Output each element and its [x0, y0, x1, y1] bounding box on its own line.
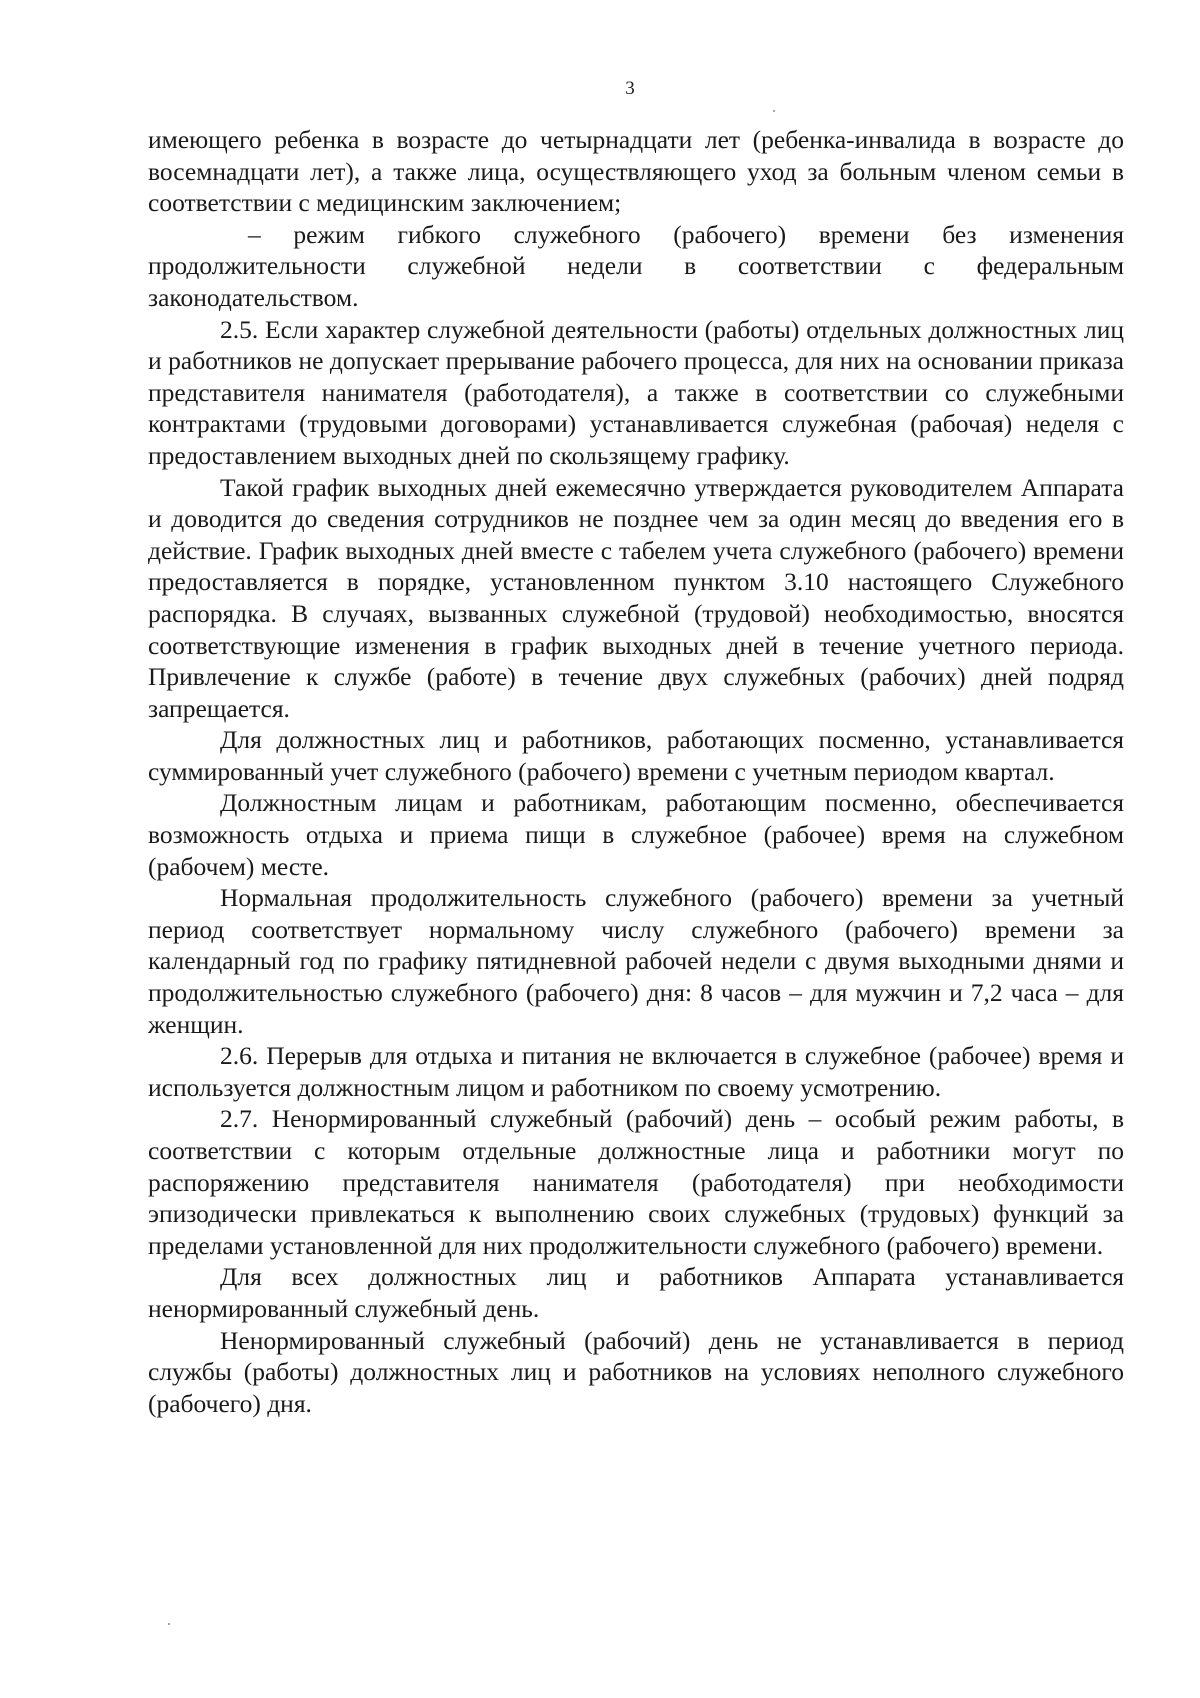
paragraph-flexible-time: – режим гибкого служебного (рабочего) времени без изменения продолжительности служебной недели в соответствии с федеральным законодательством.	[148, 219, 1124, 312]
paragraph-2-6: 2.6. Перерыв для отдыха и питания не включается в служебное (рабочее) время и используется должностным лицом и работником по своему усмотрению.	[148, 1041, 1124, 1102]
document-body	[148, 124, 1124, 1419]
paragraph-2-5: 2.5. Если характер служебной деятельности (работы) отдельных должностных лиц и работников не допускает прерывание рабочего процесса, для них на основании приказа представителя нанимателя (работодателя), а также в соответствии со служебными контрактами (трудовыми договорами) устанавливается служебная (рабочая) неделя с предоставлением выходных дней по скользящему графику.	[148, 314, 1124, 470]
paragraph-shift-rest: Должностным лицам и работникам, работающим посменно, обеспечивается возможность отдыха и приема пищи в служебное (рабочее) время на служебном (рабочем) месте.	[148, 788, 1124, 881]
paragraph-schedule: Такой график выходных дней ежемесячно утверждается руководителем Аппарата и доводится до сведения сотрудников не позднее чем за один месяц до введения его в действие. График выходных дней вместе с табелем учета служебного (рабочего) времени предоставляется в порядке, установленном пунктом 3.10 настоящего Служебного распорядка. В случаях, вызванных служебной (трудовой) необходимостью, вносятся соответствующие изменения в график выходных дней в течение учетного периода. Привлечение к службе (работе) в течение двух служебных (рабочих) дней подряд запрещается.	[148, 472, 1124, 723]
page-number: 3	[625, 78, 635, 99]
paragraph-2-7: 2.7. Ненормированный служебный (рабочий) день – особый режим работы, в соответствии с которым отдельные должностные лица и работники могут по распоряжению представителя нанимателя (работодателя) при необходимости эпизодически привлекаться к выполнению своих служебных (трудовых) функций за пределами установленной для них продолжительности служебного (рабочего) времени.	[148, 1104, 1124, 1260]
scan-speck	[168, 1623, 170, 1625]
paragraph-irregular-exception: Ненормированный служебный (рабочий) день не устанавливается в период службы (работы) должностных лиц и работников на условиях неполного служебного (рабочего) дня.	[148, 1325, 1124, 1418]
paragraph-shift-accounting: Для должностных лиц и работников, работающих посменно, устанавливается суммированный учет служебного (рабочего) времени с учетным периодом квартал.	[148, 725, 1124, 786]
scan-speck	[773, 110, 775, 112]
paragraph-irregular-all: Для всех должностных лиц и работников Аппарата устанавливается ненормированный служебный день.	[148, 1262, 1124, 1323]
paragraph-continuation: имеющего ребенка в возрасте до четырнадцати лет (ребенка-инвалида в возрасте до восемнадцати лет), а также лица, осуществляющего уход за больным членом семьи в соответствии с медицинским заключением;	[148, 125, 1124, 218]
paragraph-normal-duration: Нормальная продолжительность служебного (рабочего) времени за учетный период соответствует нормальному числу служебного (рабочего) времени за календарный год по графику пятидневной рабочей недели с двумя выходными днями и продолжительностью служебного (рабочего) дня: 8 часов – для мужчин и 7,2 часа – для женщин.	[148, 883, 1124, 1039]
